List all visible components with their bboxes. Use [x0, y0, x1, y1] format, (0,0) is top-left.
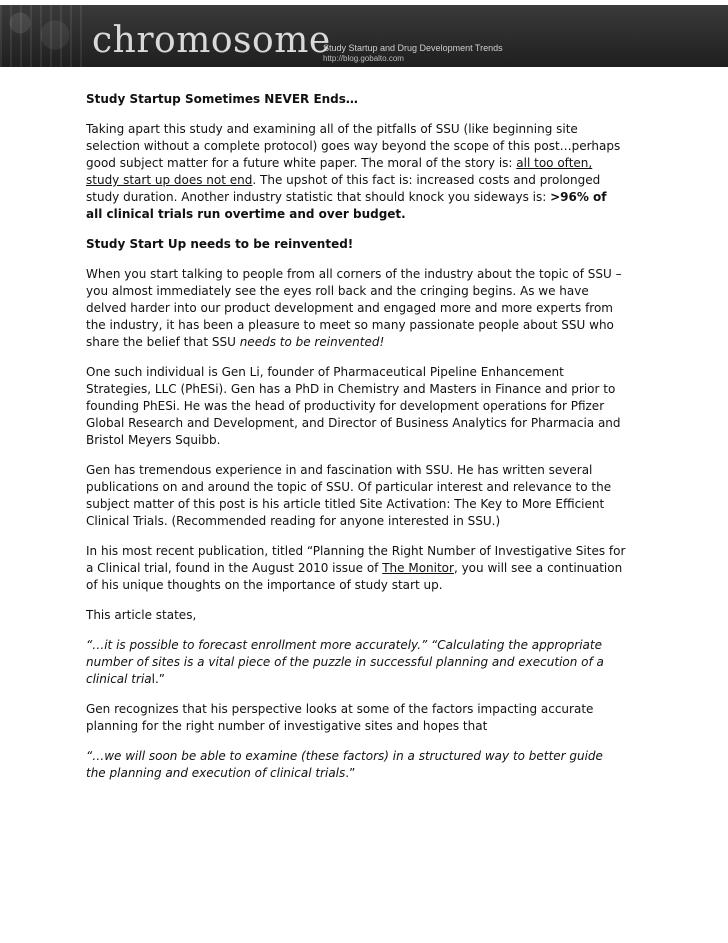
banner-decoration	[0, 5, 90, 67]
blog-tagline: Study Startup and Drug Development Trends	[323, 43, 503, 53]
logo: chromosome	[92, 20, 331, 61]
quote-forecast	[86, 637, 626, 688]
paragraph-states: This article states,	[86, 608, 197, 622]
italic-quote: “…we will soon be able to examine (these factors) in a structured way to better guide the planning and execution of clinical trials	[86, 749, 603, 780]
quote-structured	[86, 748, 626, 782]
text-span: When you start talking to people from all corners of the industry about the topic of SSU – you almost immediately see the eyes roll back and the cringing begins. As we have delved harder into our product development and engaged more and more experts from the industry, it has been a pleasure to meet so many passionate people about SSU who share the belief that SSU	[86, 267, 622, 349]
italic-quote: “…it is possible to forecast enrollment more accurately.” “Calculating the appropriate number of sites is a vital piece of the puzzle in successful planning and execution of a clinical tria	[86, 638, 604, 686]
section-heading: Study Start Up needs to be reinvented!	[86, 237, 354, 251]
paragraph-industry	[86, 266, 626, 351]
the-monitor-link[interactable]: The Monitor	[382, 561, 454, 575]
article-title: Study Startup Sometimes NEVER Ends…	[86, 92, 358, 106]
paragraph-publication	[86, 543, 626, 594]
blog-url: http://blog.gobalto.com	[323, 54, 404, 63]
article-body	[86, 91, 626, 795]
paragraph-experience: Gen has tremendous experience in and fascination with SSU. He has written several publications on and around the topic of SSU. Of particular interest and relevance to the subject matter of this post is his article titled Site Activation: The Key to More Efficient Clinical Trials. (Recommended reading for anyone interested in SSU.)	[86, 463, 612, 528]
text-span: In his most recent publication, titled “Planning the Right Number of Investigative Sites for a Clinical trial, found in the August 2010 issue of	[86, 544, 626, 575]
text-span: Taking apart this study and examining all of the pitfalls of SSU (like beginning site selection without a complete protocol) goes way beyond the scope of this post…perhaps good subject matter for a future white paper. The moral of the story is:	[86, 122, 621, 170]
paragraph-perspective: Gen recognizes that his perspective looks at some of the factors impacting accurate planning for the right number of investigative sites and hopes that	[86, 702, 594, 733]
italic-text: needs to be reinvented!	[239, 335, 385, 349]
underlined-text: all too often, study start up does not end	[86, 156, 593, 187]
text-span: .”	[345, 766, 356, 780]
paragraph-gen-li: One such individual is Gen Li, founder of Pharmaceutical Pipeline Enhancement Strategies, LLC (PhESi). Gen has a PhD in Chemistry and Masters in Finance and prior to founding PhESi. He was the head of productivity for development operations for Pfizer Global Research and Development, and Director of Business Analytics for Pharmacia and Bristol Meyers Squibb.	[86, 365, 621, 447]
header-banner	[0, 5, 728, 67]
text-span: . The upshot of this fact is: increased costs and prolonged study duration. Another industry statistic that should knock you sideways is:	[86, 173, 601, 204]
text-span: , you will see a continuation of his unique thoughts on the importance of study start up.	[86, 561, 623, 592]
text-span: l.”	[151, 672, 166, 686]
paragraph-pitfalls	[86, 121, 626, 223]
bold-statistic: >96% of all clinical trials run overtime and over budget.	[86, 190, 607, 221]
